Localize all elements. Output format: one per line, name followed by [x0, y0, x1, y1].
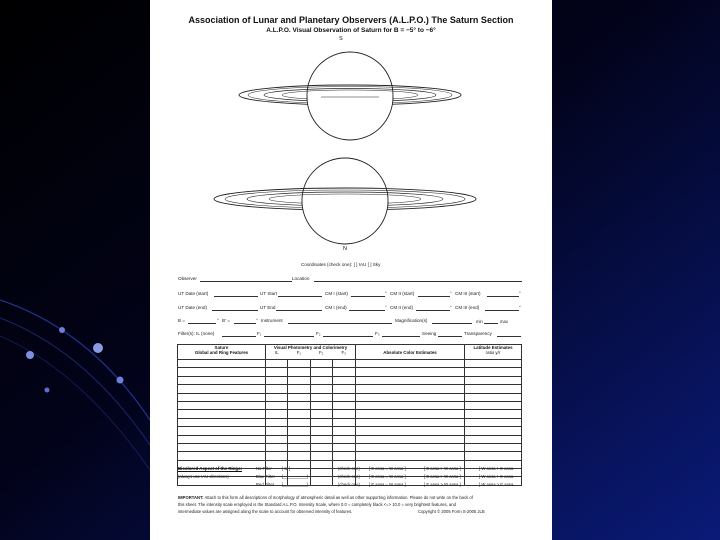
bicolored-ends: [ IL ]: [282, 466, 290, 471]
table-cell[interactable]: [178, 376, 266, 384]
table-cell[interactable]: [333, 393, 356, 401]
table-cell[interactable]: [310, 401, 332, 409]
table-cell[interactable]: [356, 452, 465, 460]
table-cell[interactable]: [465, 410, 522, 418]
table-cell[interactable]: [178, 368, 266, 376]
col-color-header: Absolute Color Estimates: [356, 345, 465, 360]
table-cell[interactable]: [310, 360, 332, 368]
table-cell[interactable]: [310, 469, 332, 477]
cm1-start-field[interactable]: [351, 296, 385, 297]
bicolored-o2[interactable]: [ E ansa > W ansa ]: [424, 466, 461, 471]
observer-label: Observer: [178, 276, 197, 281]
table-cell[interactable]: [310, 427, 332, 435]
bicolored-check: (check one): [338, 482, 360, 487]
table-cell[interactable]: [310, 393, 332, 401]
magnification-field[interactable]: [432, 323, 472, 324]
table-cell[interactable]: [266, 385, 288, 393]
table-cell[interactable]: [310, 410, 332, 418]
table-cell[interactable]: [266, 360, 288, 368]
table-cell[interactable]: [288, 427, 310, 435]
table-cell[interactable]: [288, 393, 310, 401]
seeing-label: Seeing: [422, 331, 437, 336]
table-cell[interactable]: [356, 368, 465, 376]
table-cell[interactable]: [266, 393, 288, 401]
table-cell[interactable]: [333, 376, 356, 384]
table-row: [178, 435, 522, 443]
table-cell[interactable]: [266, 401, 288, 409]
table-cell[interactable]: [310, 452, 332, 460]
bicolored-filter: Red Filter: [256, 482, 275, 487]
table-cell[interactable]: [266, 368, 288, 376]
deg-5: °: [450, 305, 452, 310]
table-row: [178, 368, 522, 376]
table-row: [178, 385, 522, 393]
table-cell[interactable]: [356, 401, 465, 409]
table-cell[interactable]: [266, 435, 288, 443]
cm3-end-label: CM III (end): [455, 305, 480, 310]
table-cell[interactable]: [178, 435, 266, 443]
cm2-end-label: CM II (end): [390, 305, 413, 310]
table-row: [178, 360, 522, 368]
magnification-min-field[interactable]: [484, 323, 498, 324]
ut-end-label: UT End: [260, 305, 276, 310]
table-cell[interactable]: [465, 385, 522, 393]
col-saturn-header: Saturn Global and Ring Features: [178, 345, 266, 360]
deg-6: °: [519, 305, 521, 310]
important-line-1: IMPORTANT: Attach to this form all descriptions of morphology of atmospheric detail as well as other supporting information. Please do not write on the back of: [178, 495, 473, 500]
form-title: Association of Lunar and Planetary Observers (A.L.P.O.) The Saturn Section: [188, 15, 514, 25]
table-cell[interactable]: [178, 360, 266, 368]
cm1-end-field[interactable]: [349, 310, 385, 311]
bicolored-o2[interactable]: [ E ansa > W ansa ]: [424, 474, 461, 479]
table-cell[interactable]: [288, 435, 310, 443]
table-cell[interactable]: [465, 427, 522, 435]
bicolored-heading: Bicolored Aspect of the Rings:: [178, 466, 242, 471]
bicolored-check: (check one): [338, 474, 360, 479]
coordinates-choice[interactable]: Coordinates (check one): [ ] IAU [ ] Sky: [301, 262, 381, 267]
bicolored-o1[interactable]: [ E ansa = W ansa ]: [369, 482, 406, 487]
south-label-top: S: [339, 36, 343, 42]
bicolored-filter: No Filter: [256, 466, 272, 471]
table-cell[interactable]: [178, 443, 266, 451]
form-subtitle: A.L.P.O. Visual Observation of Saturn for B = −5° to −6°: [266, 27, 436, 34]
table-cell[interactable]: [288, 452, 310, 460]
observation-form-page: [150, 0, 552, 540]
deg-3: °: [519, 291, 521, 296]
deg-1: °: [385, 291, 387, 296]
table-cell[interactable]: [465, 401, 522, 409]
table-cell[interactable]: [310, 368, 332, 376]
max-label: max: [500, 319, 508, 324]
table-cell[interactable]: [178, 452, 266, 460]
table-cell[interactable]: [356, 427, 465, 435]
table-cell[interactable]: [178, 385, 266, 393]
min-label: min: [476, 319, 483, 324]
b-prime-label: B' =: [222, 318, 230, 323]
table-cell[interactable]: [465, 368, 522, 376]
table-cell[interactable]: [356, 410, 465, 418]
filters-label: Filter(s): IL (none): [178, 331, 215, 336]
cm3-end-field[interactable]: [485, 310, 519, 311]
table-cell[interactable]: [310, 435, 332, 443]
cm2-start-field[interactable]: [418, 296, 450, 297]
table-cell[interactable]: [288, 410, 310, 418]
table-cell[interactable]: [333, 443, 356, 451]
important-line-2: this sheet. The intensity scale employed is the Standard A.L.P.O. Intensity Scale, where 0.0 = completely black <=> 10.0 = very brightest features, and: [178, 502, 456, 507]
table-cell[interactable]: [333, 427, 356, 435]
table-cell[interactable]: [288, 376, 310, 384]
table-cell[interactable]: [178, 418, 266, 426]
table-cell[interactable]: [356, 435, 465, 443]
transparency-field[interactable]: [497, 336, 521, 337]
ut-start-label: UT Start: [260, 291, 278, 296]
bicolored-o2[interactable]: [ E ansa > W ansa ]: [424, 482, 461, 487]
bicolored-note: (always use IAU directions): [178, 474, 229, 479]
table-cell[interactable]: [465, 443, 522, 451]
ut-date-start-field[interactable]: [214, 296, 258, 297]
table-cell[interactable]: [333, 452, 356, 460]
table-cell[interactable]: [310, 443, 332, 451]
instrument-field[interactable]: [288, 323, 392, 324]
ut-date-end-field[interactable]: [212, 310, 258, 311]
table-cell[interactable]: [310, 418, 332, 426]
table-cell[interactable]: [178, 427, 266, 435]
b-label: B =: [178, 318, 186, 323]
location-label: Location: [292, 276, 310, 281]
table-cell[interactable]: [266, 410, 288, 418]
table-row: [178, 401, 522, 409]
observer-field[interactable]: [200, 281, 292, 282]
transparency-label: Transparency: [464, 331, 492, 336]
bicolored-o3[interactable]: [ W ansa > E ansa: [479, 482, 514, 487]
saturn-diagram-top: [235, 45, 465, 145]
ut-end-field[interactable]: [276, 310, 322, 311]
b-field[interactable]: [188, 323, 216, 324]
deg-4: °: [385, 305, 387, 310]
table-cell[interactable]: [465, 418, 522, 426]
table-row: [178, 393, 522, 401]
cm3-start-label: CM III (start): [455, 291, 481, 296]
table-cell[interactable]: [178, 410, 266, 418]
bicolored-o3[interactable]: [ W ansa > E ansa: [479, 474, 514, 479]
ut-date-start-label: UT Date (start): [178, 291, 209, 296]
col-latitude-header: Latitude Estimates ratio y/r: [465, 345, 522, 360]
table-cell[interactable]: [266, 427, 288, 435]
table-row: [178, 418, 522, 426]
bicolored-o1[interactable]: [ E ansa = W ansa ]: [369, 474, 406, 479]
f1-label: F₁: [257, 331, 262, 336]
table-cell[interactable]: [266, 418, 288, 426]
f3-label: F₃: [375, 331, 380, 336]
table-cell[interactable]: [178, 393, 266, 401]
cm1-end-label: CM I (end): [325, 305, 347, 310]
table-cell[interactable]: [288, 360, 310, 368]
table-cell[interactable]: [465, 376, 522, 384]
bicolored-o1[interactable]: [ E ansa = W ansa ]: [369, 466, 406, 471]
table-cell[interactable]: [356, 393, 465, 401]
table-cell[interactable]: [356, 376, 465, 384]
cm3-start-field[interactable]: [487, 296, 519, 297]
location-field[interactable]: [314, 281, 522, 282]
f2-label: F₂: [316, 331, 321, 336]
f3-field[interactable]: [382, 336, 420, 337]
table-cell[interactable]: [310, 385, 332, 393]
filter-il-field[interactable]: [222, 336, 256, 337]
north-label-bottom: N: [343, 246, 347, 252]
table-row: [178, 443, 522, 451]
bicolored-ends: [__________]: [282, 474, 308, 479]
table-cell[interactable]: [333, 360, 356, 368]
b-prime-field[interactable]: [234, 323, 256, 324]
table-cell[interactable]: [288, 401, 310, 409]
table-cell[interactable]: [266, 443, 288, 451]
ut-date-end-label: UT Date (end): [178, 305, 208, 310]
table-cell[interactable]: [288, 385, 310, 393]
table-cell[interactable]: [465, 393, 522, 401]
table-cell[interactable]: [266, 376, 288, 384]
table-cell[interactable]: [310, 477, 332, 485]
seeing-field[interactable]: [438, 336, 462, 337]
table-row: [178, 427, 522, 435]
ut-start-field[interactable]: [278, 296, 322, 297]
cm2-start-label: CM II (start): [390, 291, 415, 296]
table-cell[interactable]: [288, 418, 310, 426]
table-cell[interactable]: [465, 435, 522, 443]
copyright: Copyright © 2005 Form S-2005 JLB: [418, 509, 485, 514]
table-cell[interactable]: [465, 452, 522, 460]
important-line-3: intermediate values are assigned along the scale to account for observed intensity of features.: [178, 509, 353, 514]
bicolored-ends: [__________]: [282, 482, 308, 487]
table-row: [178, 452, 522, 460]
deg-7: °: [217, 318, 219, 323]
table-cell[interactable]: [178, 401, 266, 409]
f1-field[interactable]: [264, 336, 314, 337]
table-cell[interactable]: [356, 385, 465, 393]
table-cell[interactable]: [356, 360, 465, 368]
bicolored-check: (check one): [338, 466, 360, 471]
table-cell[interactable]: [266, 452, 288, 460]
table-cell[interactable]: [288, 368, 310, 376]
table-cell[interactable]: [333, 385, 356, 393]
table-cell[interactable]: [333, 435, 356, 443]
col-visual-header: Visual Photometry and Colorimetry IL F₁ F₂ F₃: [266, 345, 356, 360]
table-cell[interactable]: [333, 418, 356, 426]
table-row: [178, 410, 522, 418]
table-cell[interactable]: [310, 460, 332, 468]
table-cell[interactable]: [333, 401, 356, 409]
table-cell[interactable]: [310, 376, 332, 384]
cm1-start-label: CM I (start): [325, 291, 348, 296]
bicolored-filter: Blue Filter: [256, 474, 275, 479]
observation-table: [177, 344, 522, 486]
bicolored-o3[interactable]: [ W ansa > E ansa: [479, 466, 514, 471]
cm2-end-field[interactable]: [416, 310, 450, 311]
table-cell[interactable]: [356, 443, 465, 451]
saturn-diagram-bottom: [210, 154, 480, 246]
deg-2: °: [450, 291, 452, 296]
table-cell[interactable]: [288, 460, 310, 468]
table-cell[interactable]: [465, 360, 522, 368]
table-row: [178, 376, 522, 384]
table-cell[interactable]: [333, 368, 356, 376]
table-cell[interactable]: [288, 443, 310, 451]
table-cell[interactable]: [333, 410, 356, 418]
deg-8: °: [256, 318, 258, 323]
magnification-label: Magnification(s): [395, 318, 428, 323]
f2-field[interactable]: [323, 336, 373, 337]
table-cell[interactable]: [356, 418, 465, 426]
instrument-label: Instrument: [261, 318, 283, 323]
